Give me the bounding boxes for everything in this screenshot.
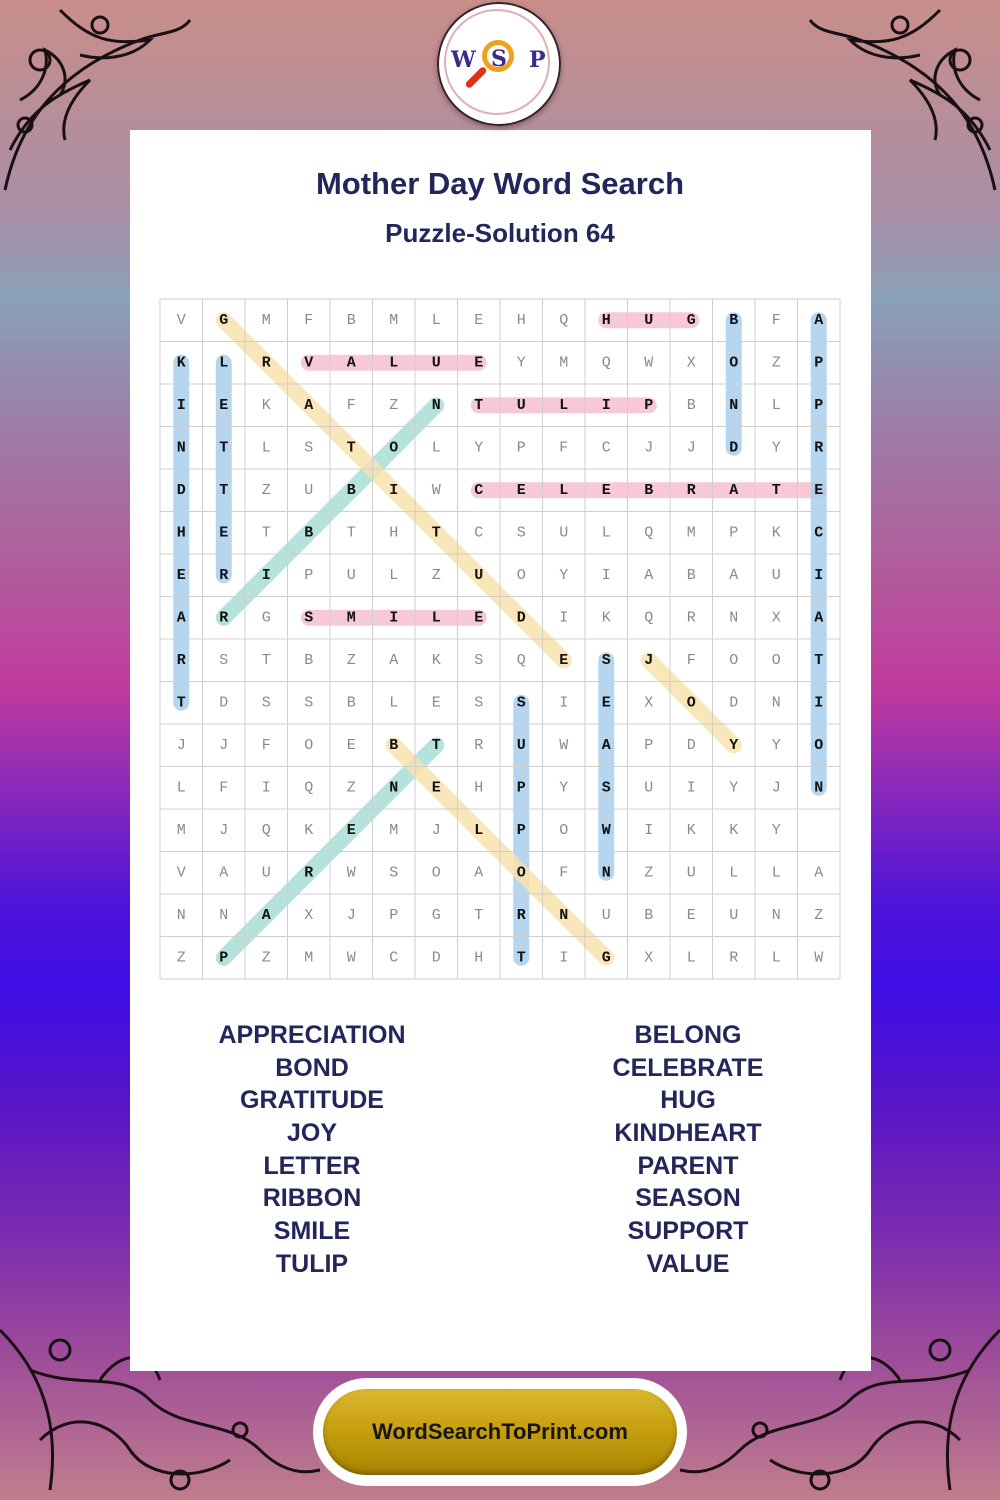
grid-cell[interactable]: L: [431, 311, 441, 329]
grid-cell[interactable]: A: [814, 609, 824, 627]
grid-cell[interactable]: I: [261, 779, 271, 797]
grid-cell[interactable]: G: [601, 949, 611, 967]
grid-cell[interactable]: D: [729, 694, 739, 712]
grid-cell[interactable]: L: [559, 481, 569, 499]
grid-cell[interactable]: F: [346, 396, 356, 414]
grid-cell[interactable]: L: [729, 864, 739, 882]
grid-cell[interactable]: O: [771, 651, 781, 669]
grid-cell[interactable]: H: [176, 524, 186, 542]
grid-cell[interactable]: A: [261, 906, 271, 924]
grid-cell[interactable]: N: [176, 439, 186, 457]
grid-cell[interactable]: A: [304, 396, 314, 414]
grid-cell[interactable]: N: [219, 906, 229, 924]
grid-cell[interactable]: Z: [176, 949, 186, 967]
word-list-item: LETTER: [263, 1151, 361, 1180]
word-list-item: KINDHEART: [614, 1119, 762, 1148]
grid-cell[interactable]: J: [644, 439, 654, 457]
grid-cell[interactable]: M: [389, 311, 399, 329]
grid-cell[interactable]: N: [176, 906, 186, 924]
word-list-item: TULIP: [275, 1249, 349, 1278]
grid-cell[interactable]: L: [771, 864, 781, 882]
footer-banner-pill: [323, 1389, 677, 1475]
grid-cell[interactable]: A: [814, 311, 824, 329]
grid-cell[interactable]: P: [304, 566, 314, 584]
grid-cell[interactable]: M: [389, 821, 399, 839]
grid-cell[interactable]: E: [559, 651, 569, 669]
footer-site-link[interactable]: WordSearchToPrint.com: [372, 1419, 628, 1444]
grid-cell[interactable]: M: [261, 311, 271, 329]
grid-cell[interactable]: K: [261, 396, 271, 414]
page-title: Mother Day Word Search: [315, 166, 685, 201]
grid-cell[interactable]: T: [219, 439, 229, 457]
grid-cell[interactable]: I: [814, 694, 824, 712]
grid-cell[interactable]: E: [686, 906, 696, 924]
grid-cell[interactable]: S: [601, 651, 611, 669]
grid-cell[interactable]: L: [559, 396, 569, 414]
grid-cell[interactable]: Y: [729, 779, 739, 797]
grid-cell[interactable]: Z: [771, 354, 781, 372]
grid-cell[interactable]: H: [474, 779, 484, 797]
grid-cell[interactable]: R: [686, 609, 696, 627]
grid-cell[interactable]: I: [686, 779, 696, 797]
grid-cell[interactable]: D: [219, 694, 229, 712]
grid-cell[interactable]: Y: [729, 736, 739, 754]
word-list-item: CELEBRATE: [612, 1053, 764, 1082]
grid-cell[interactable]: Q: [644, 609, 654, 627]
grid-cell[interactable]: F: [261, 736, 271, 754]
grid-cell[interactable]: P: [644, 736, 654, 754]
grid-cell[interactable]: C: [601, 439, 611, 457]
grid-cell[interactable]: K: [176, 354, 186, 372]
grid-cell[interactable]: N: [431, 396, 441, 414]
word-list-item: SEASON: [635, 1184, 741, 1213]
grid-cell[interactable]: A: [729, 566, 739, 584]
grid-cell[interactable]: I: [644, 821, 654, 839]
word-list-right: [538, 1019, 838, 1281]
grid-cell[interactable]: H: [389, 524, 399, 542]
grid-cell[interactable]: U: [261, 864, 271, 882]
grid-cell[interactable]: S: [219, 651, 229, 669]
grid-cell[interactable]: O: [686, 694, 696, 712]
grid-cell[interactable]: K: [686, 821, 696, 839]
grid-cell[interactable]: K: [771, 524, 781, 542]
grid-cell[interactable]: F: [304, 311, 314, 329]
grid-cell[interactable]: A: [644, 566, 654, 584]
word-list-item: PARENT: [637, 1151, 739, 1180]
grid-cell[interactable]: I: [559, 609, 569, 627]
grid-cell[interactable]: U: [559, 524, 569, 542]
grid-cell[interactable]: N: [729, 609, 739, 627]
word-list-item: GRATITUDE: [240, 1086, 384, 1115]
grid-cell[interactable]: N: [601, 864, 611, 882]
grid-cell[interactable]: Z: [389, 396, 399, 414]
grid-cell[interactable]: Q: [644, 524, 654, 542]
grid-cell[interactable]: Y: [771, 439, 781, 457]
grid-cell[interactable]: D: [176, 481, 186, 499]
grid-cell[interactable]: I: [601, 396, 611, 414]
grid-cell[interactable]: T: [814, 651, 824, 669]
word-list-item: JOY: [286, 1119, 338, 1148]
grid-cell[interactable]: P: [516, 821, 526, 839]
grid-cell[interactable]: H: [474, 949, 484, 967]
grid-cell[interactable]: U: [516, 396, 526, 414]
grid-cell[interactable]: W: [814, 949, 824, 967]
grid-cell[interactable]: E: [346, 821, 356, 839]
grid-cell[interactable]: O: [814, 736, 824, 754]
grid-cell[interactable]: U: [686, 864, 696, 882]
grid-cell[interactable]: D: [729, 439, 739, 457]
grid-cell[interactable]: R: [219, 609, 229, 627]
grid-cell[interactable]: B: [644, 481, 654, 499]
grid-cell[interactable]: F: [559, 864, 569, 882]
logo-letter-p: P: [529, 47, 546, 73]
grid-cell[interactable]: I: [814, 566, 824, 584]
grid-cell[interactable]: T: [261, 651, 271, 669]
grid-cell[interactable]: A: [389, 651, 399, 669]
grid-cell[interactable]: B: [686, 396, 696, 414]
word-list-item: BOND: [275, 1053, 349, 1082]
grid-cell[interactable]: N: [559, 906, 569, 924]
grid-cell[interactable]: E: [219, 396, 229, 414]
grid-cell[interactable]: G: [219, 311, 229, 329]
grid-cell[interactable]: K: [729, 821, 739, 839]
grid-cell[interactable]: B: [346, 481, 356, 499]
grid-cell[interactable]: U: [516, 736, 526, 754]
grid-cell[interactable]: Q: [516, 651, 526, 669]
grid-cell[interactable]: U: [304, 481, 314, 499]
grid-cell[interactable]: L: [431, 609, 441, 627]
grid-cell[interactable]: M: [686, 524, 696, 542]
logo-letter-w: W: [451, 47, 476, 73]
grid-cell[interactable]: S: [389, 864, 399, 882]
grid-cell[interactable]: X: [644, 694, 654, 712]
word-list-item: HUG: [660, 1086, 716, 1115]
grid-cell[interactable]: H: [516, 311, 526, 329]
grid-cell[interactable]: D: [516, 609, 526, 627]
grid-cell[interactable]: C: [389, 949, 399, 967]
grid-cell[interactable]: I: [559, 949, 569, 967]
grid-cell[interactable]: Z: [431, 566, 441, 584]
grid-cell[interactable]: A: [814, 864, 824, 882]
grid-cell[interactable]: T: [474, 906, 484, 924]
grid-cell[interactable]: E: [176, 566, 186, 584]
grid-cell[interactable]: N: [814, 779, 824, 797]
grid-cell[interactable]: L: [771, 396, 781, 414]
word-list-left: [162, 1019, 462, 1281]
grid-cell[interactable]: L: [686, 949, 696, 967]
grid-cell[interactable]: U: [644, 311, 654, 329]
grid-cell[interactable]: R: [219, 566, 229, 584]
grid-cell[interactable]: U: [771, 566, 781, 584]
grid-cell[interactable]: Y: [516, 354, 526, 372]
word-list-item: BELONG: [634, 1021, 742, 1049]
grid-cell[interactable]: A: [729, 481, 739, 499]
grid-cell[interactable]: K: [601, 609, 611, 627]
grid-cell[interactable]: R: [516, 906, 526, 924]
grid-cell[interactable]: B: [686, 566, 696, 584]
grid-cell[interactable]: W: [346, 864, 356, 882]
grid-cell[interactable]: P: [389, 906, 399, 924]
grid-cell[interactable]: J: [431, 821, 441, 839]
grid-cell[interactable]: R: [304, 864, 314, 882]
grid-cell[interactable]: Y: [559, 779, 569, 797]
grid-cell[interactable]: Z: [346, 651, 356, 669]
grid-cell[interactable]: J: [219, 736, 229, 754]
grid-cell[interactable]: L: [219, 354, 229, 372]
page-subtitle: Puzzle-Solution 64: [385, 218, 615, 248]
grid-cell[interactable]: L: [601, 524, 611, 542]
grid-cell[interactable]: P: [814, 354, 824, 372]
grid-cell[interactable]: B: [304, 524, 314, 542]
grid-cell[interactable]: E: [516, 481, 526, 499]
grid-cell[interactable]: K: [304, 821, 314, 839]
grid-cell[interactable]: U: [601, 906, 611, 924]
grid-cell[interactable]: T: [346, 524, 356, 542]
grid-cell[interactable]: M: [176, 821, 186, 839]
grid-cell[interactable]: E: [601, 694, 611, 712]
grid-cell[interactable]: Q: [261, 821, 271, 839]
grid-cell[interactable]: Z: [644, 864, 654, 882]
grid-cell[interactable]: J: [686, 439, 696, 457]
grid-cell[interactable]: E: [601, 481, 611, 499]
grid-cell[interactable]: X: [771, 609, 781, 627]
grid-cell[interactable]: N: [771, 694, 781, 712]
grid-cell[interactable]: R: [176, 651, 186, 669]
grid-cell[interactable]: T: [771, 481, 781, 499]
grid-cell[interactable]: X: [644, 949, 654, 967]
grid-cell[interactable]: Z: [261, 481, 271, 499]
grid-cell[interactable]: U: [644, 779, 654, 797]
grid-cell[interactable]: Z: [346, 779, 356, 797]
grid-cell[interactable]: C: [474, 481, 484, 499]
grid-cell[interactable]: S: [516, 524, 526, 542]
grid-cell[interactable]: U: [729, 906, 739, 924]
grid-cell[interactable]: N: [729, 396, 739, 414]
grid-cell[interactable]: P: [516, 439, 526, 457]
grid-cell[interactable]: A: [219, 864, 229, 882]
grid-cell[interactable]: W: [644, 354, 654, 372]
grid-cell[interactable]: I: [601, 566, 611, 584]
word-list-item: SUPPORT: [627, 1217, 749, 1246]
grid-cell[interactable]: E: [474, 354, 484, 372]
grid-cell[interactable]: S: [516, 694, 526, 712]
grid-cell[interactable]: E: [219, 524, 229, 542]
grid-cell[interactable]: O: [304, 736, 314, 754]
grid-cell[interactable]: S: [304, 439, 314, 457]
grid-cell[interactable]: I: [176, 396, 186, 414]
grid-cell[interactable]: D: [431, 949, 441, 967]
grid-cell[interactable]: F: [686, 651, 696, 669]
grid-cell[interactable]: P: [516, 779, 526, 797]
grid-cell[interactable]: E: [431, 779, 441, 797]
grid-cell[interactable]: Z: [814, 906, 824, 924]
grid-cell[interactable]: C: [814, 524, 824, 542]
grid-cell[interactable]: J: [176, 736, 186, 754]
grid-cell[interactable]: K: [431, 651, 441, 669]
grid-cell[interactable]: V: [304, 354, 314, 372]
grid-cell[interactable]: Y: [771, 736, 781, 754]
grid-cell[interactable]: J: [771, 779, 781, 797]
grid-cell[interactable]: R: [474, 736, 484, 754]
grid-cell[interactable]: X: [686, 354, 696, 372]
grid-cell[interactable]: O: [516, 566, 526, 584]
grid-cell[interactable]: Y: [474, 439, 484, 457]
grid-cell[interactable]: U: [431, 354, 441, 372]
grid-cell[interactable]: M: [559, 354, 569, 372]
grid-cell[interactable]: I: [261, 566, 271, 584]
grid-cell[interactable]: S: [601, 779, 611, 797]
grid-cell[interactable]: P: [219, 949, 229, 967]
grid-cell[interactable]: X: [304, 906, 314, 924]
grid-cell[interactable]: H: [601, 311, 611, 329]
grid-cell[interactable]: N: [771, 906, 781, 924]
grid-cell[interactable]: C: [474, 524, 484, 542]
grid-cell[interactable]: Q: [559, 311, 569, 329]
grid-cell[interactable]: R: [686, 481, 696, 499]
grid-cell[interactable]: B: [346, 311, 356, 329]
grid-cell[interactable]: Y: [559, 566, 569, 584]
grid-cell[interactable]: F: [771, 311, 781, 329]
grid-cell[interactable]: M: [346, 609, 356, 627]
word-list-item: SMILE: [273, 1217, 351, 1246]
grid-cell[interactable]: E: [814, 481, 824, 499]
grid-cell[interactable]: N: [389, 779, 399, 797]
grid-cell[interactable]: T: [516, 949, 526, 967]
grid-cell[interactable]: B: [304, 651, 314, 669]
grid-cell[interactable]: T: [346, 439, 356, 457]
grid-cell[interactable]: L: [389, 694, 399, 712]
grid-cell[interactable]: L: [771, 949, 781, 967]
grid-cell[interactable]: Q: [601, 354, 611, 372]
grid-cell[interactable]: A: [474, 864, 484, 882]
grid-cell[interactable]: U: [346, 566, 356, 584]
grid-cell[interactable]: T: [431, 736, 441, 754]
grid-cell[interactable]: E: [474, 609, 484, 627]
grid-cell[interactable]: R: [814, 439, 824, 457]
grid-cell[interactable]: V: [176, 864, 186, 882]
grid-cell[interactable]: L: [474, 821, 484, 839]
grid-cell[interactable]: I: [559, 694, 569, 712]
grid-cell[interactable]: T: [219, 481, 229, 499]
grid-cell[interactable]: B: [346, 694, 356, 712]
grid-cell[interactable]: L: [176, 779, 186, 797]
grid-cell[interactable]: G: [686, 311, 696, 329]
grid-cell[interactable]: G: [431, 906, 441, 924]
grid-cell[interactable]: S: [474, 694, 484, 712]
grid-cell[interactable]: O: [431, 864, 441, 882]
grid-cell[interactable]: Z: [261, 949, 271, 967]
grid-cell[interactable]: D: [686, 736, 696, 754]
grid-cell[interactable]: O: [516, 864, 526, 882]
grid-cell[interactable]: S: [261, 694, 271, 712]
grid-cell[interactable]: E: [474, 311, 484, 329]
grid-cell[interactable]: L: [431, 439, 441, 457]
grid-cell[interactable]: Y: [771, 821, 781, 839]
grid-cell[interactable]: P: [814, 396, 824, 414]
grid-cell[interactable]: P: [729, 524, 739, 542]
grid-cell[interactable]: J: [219, 821, 229, 839]
grid-cell[interactable]: W: [559, 736, 569, 754]
grid-cell[interactable]: J: [644, 651, 654, 669]
grid-cell[interactable]: R: [729, 949, 739, 967]
grid-cell[interactable]: Q: [304, 779, 314, 797]
grid-cell[interactable]: U: [474, 566, 484, 584]
grid-cell[interactable]: M: [304, 949, 314, 967]
footer-banner[interactable]: [313, 1378, 687, 1486]
grid-cell[interactable]: G: [261, 609, 271, 627]
grid-cell[interactable]: L: [389, 354, 399, 372]
grid-cell[interactable]: A: [346, 354, 356, 372]
grid-cell[interactable]: T: [261, 524, 271, 542]
grid-cell[interactable]: T: [176, 694, 186, 712]
grid-cell[interactable]: A: [601, 736, 611, 754]
grid-cell[interactable]: I: [389, 609, 399, 627]
grid-cell[interactable]: W: [601, 821, 611, 839]
word-list-item: RIBBON: [262, 1184, 362, 1213]
grid-cell[interactable]: V: [176, 311, 186, 329]
grid-cell[interactable]: J: [346, 906, 356, 924]
grid-cell[interactable]: O: [559, 821, 569, 839]
grid-cell[interactable]: S: [304, 694, 314, 712]
grid-cell[interactable]: O: [729, 354, 739, 372]
grid-cell[interactable]: P: [644, 396, 654, 414]
grid-cell[interactable]: B: [729, 311, 739, 329]
grid-cell[interactable]: F: [559, 439, 569, 457]
grid-cell[interactable]: O: [389, 439, 399, 457]
word-list-item: VALUE: [646, 1249, 730, 1278]
grid-cell[interactable]: O: [729, 651, 739, 669]
word-list-item: APPRECIATION: [218, 1021, 406, 1049]
grid-cell[interactable]: E: [431, 694, 441, 712]
grid-cell[interactable]: T: [474, 396, 484, 414]
grid-cell[interactable]: T: [431, 524, 441, 542]
grid-cell[interactable]: L: [261, 439, 271, 457]
grid-cell[interactable]: B: [389, 736, 399, 754]
grid-cell[interactable]: A: [176, 609, 186, 627]
grid-cell[interactable]: R: [261, 354, 271, 372]
logo-letter-s: S: [491, 46, 507, 72]
grid-cell[interactable]: F: [219, 779, 229, 797]
grid-cell[interactable]: S: [304, 609, 314, 627]
grid-cell[interactable]: B: [644, 906, 654, 924]
grid-cell[interactable]: W: [431, 481, 441, 499]
grid-cell[interactable]: W: [346, 949, 356, 967]
grid-cell[interactable]: E: [346, 736, 356, 754]
grid-cell[interactable]: S: [474, 651, 484, 669]
grid-cell[interactable]: L: [389, 566, 399, 584]
grid-cell[interactable]: I: [389, 481, 399, 499]
